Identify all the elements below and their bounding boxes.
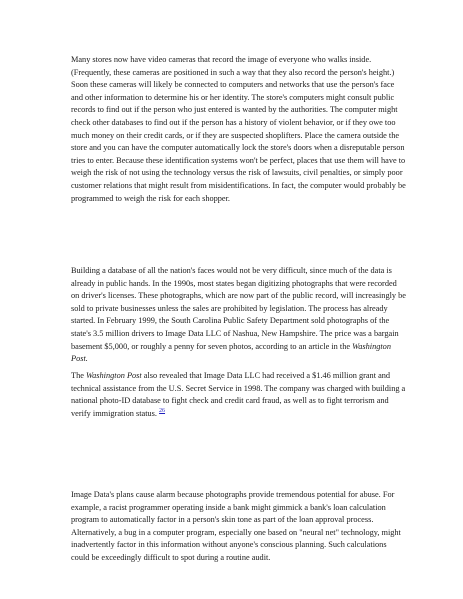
paragraph-video-cameras xyxy=(71,54,407,205)
footnote-link[interactable]: 26 xyxy=(159,408,166,415)
paragraph-text: Many stores now have video cameras that record the image of everyone who walks inside. (Frequently, these cameras are positioned in such a way that they also record the person's height.) Soon these cameras will likely be connected to computers and networks that use the person's face and other information to determine his or her identity. The store's computers might consult public records to find out if the person who just entered is wanted by the authorities. The computer might check other databases to find out if the person has a history of violent behavior, or if they owe too much money on their credit cards, or if they are suspected shoplifters. Place the camera outside the store and you can have the computer automatically lock the store's doors when a disreputable person tries to enter. Because these identification systems won't be perfect, places that use them will have to weigh the risk of not using the technology versus the risk of lawsuits, civil penalties, or simply poor customer relations that might result from misidentifications. In fact, the computer would probably be programmed to weigh the risk for each shopper. xyxy=(71,55,406,203)
publication-title: Washington Post. xyxy=(71,341,391,364)
paragraph-face-database xyxy=(71,265,407,366)
paragraph-text: Building a database of all the nation's faces would not be very difficult, since much of the data is already in public hands. In the 1990s, most states began digitizing photographs that were recorded on driver's licenses. These photographs, which are now part of the public record, will increasingly be sold to private businesses unless the sales are prohibited by legislation. The process has already started. In February 1999, the South Carolina Public Safety Department sold photographs of the state's 3.5 million drivers to Image Data LLC of Nashua, New Hampshire. The price was a bargain basement $5,000, or roughly a penny for seven photos, according to an article in the xyxy=(71,266,406,351)
paragraph-image-data-grant xyxy=(71,370,407,420)
publication-title: Washington Post xyxy=(85,371,142,380)
paragraph-abuse-potential xyxy=(71,489,407,565)
paragraph-text: The xyxy=(71,371,86,380)
paragraph-text: Image Data's plans cause alarm because photographs provide tremendous potential for abuse. For example, a racist programmer operating inside a bank might gimmick a bank's loan calculation program to automatically factor in a person's skin tone as part of the loan approval process. Alternatively, a bug in a computer program, especially one based on "neural net" technology, might inadvertently factor in this information without anyone's conscious planning. Such calculations could be exceedingly difficult to spot during a routine audit. xyxy=(71,490,401,562)
paragraph-text: also revealed that Image Data LLC had received a $1.46 million grant and technical assistance from the U.S. Secret Service in 1998. The company was charged with building a national photo-ID database to fight check and credit card fraud, as well as to fight terrorism and verify immigration status. xyxy=(71,371,406,418)
